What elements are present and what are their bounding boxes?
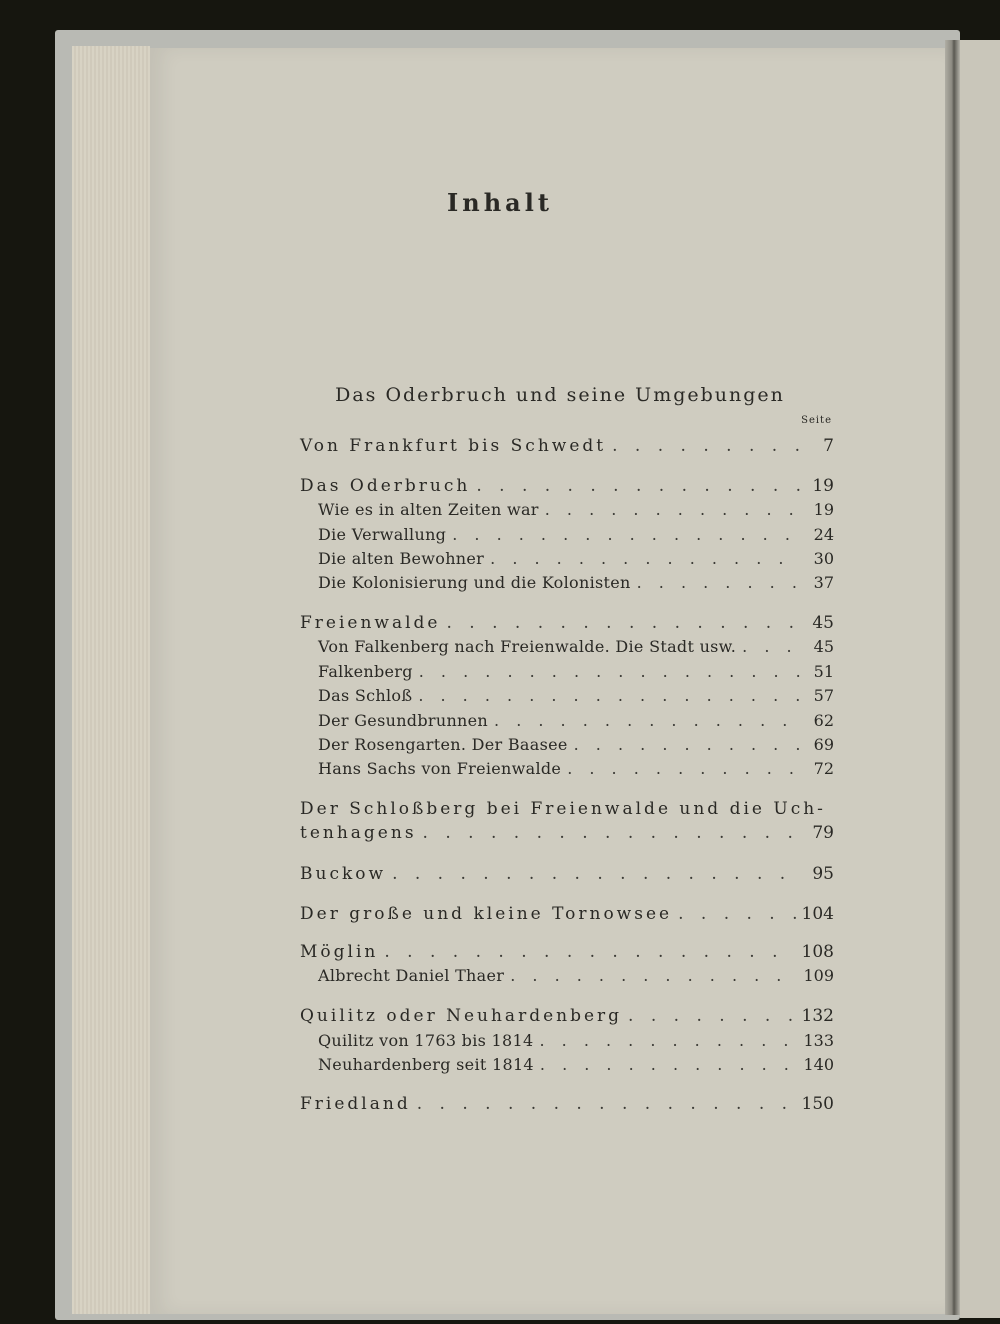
toc-entry-page: 108	[801, 942, 834, 962]
toc-entry-page: 19	[813, 500, 834, 519]
toc-entry-title: Hans Sachs von Freienwalde	[318, 759, 562, 778]
toc-entry-page: 133	[803, 1031, 834, 1050]
toc-entry	[300, 941, 834, 963]
toc-subentry	[318, 758, 834, 780]
toc-entry-page: 104	[801, 904, 834, 924]
leader-dots	[392, 863, 800, 885]
leader-dots	[418, 685, 800, 707]
toc-subentry	[318, 965, 834, 987]
section-heading: Das Oderbruch und seine Umgebungen	[335, 384, 785, 406]
toc-entry-title: Quilitz von 1763 bis 1814	[318, 1031, 534, 1050]
toc-entry-page: 45	[812, 613, 834, 633]
leader-dots	[494, 710, 800, 732]
toc-entry-title: Von Frankfurt bis Schwedt	[300, 436, 607, 456]
leader-dots	[384, 941, 795, 963]
toc-subentry	[318, 685, 834, 707]
toc-entry-title: Das Schloß	[318, 686, 413, 705]
page-column-label: Seite	[801, 415, 832, 426]
toc-entry-title: Wie es in alten Zeiten war	[318, 500, 539, 519]
toc-entry	[300, 612, 834, 634]
toc-entry-page: 24	[813, 525, 834, 544]
toc-entry-title: Der große und kleine Tornowsee	[300, 904, 673, 924]
leader-dots	[490, 548, 800, 570]
toc-entry-page: 57	[813, 686, 834, 705]
toc-entry-title: Quilitz oder Neuhardenberg	[300, 1006, 623, 1026]
toc-entry-page: 37	[813, 573, 834, 592]
toc-entry-title: Die alten Bewohner	[318, 549, 485, 568]
facing-page-edge	[960, 40, 1000, 1318]
leader-dots	[539, 1030, 797, 1052]
leader-dots	[574, 734, 800, 756]
toc-entry	[300, 903, 834, 925]
toc-entry	[300, 1005, 834, 1027]
toc-entry-title: Friedland	[300, 1094, 411, 1114]
leader-dots	[742, 636, 800, 658]
toc-entry-title: Freienwalde	[300, 613, 441, 633]
leader-dots	[447, 612, 801, 634]
page-edges	[72, 46, 150, 1314]
toc-entry-title-continued: tenhagens	[300, 823, 417, 843]
toc-entry-title: Albrecht Daniel Thaer	[318, 966, 505, 985]
toc-entry-title: Die Verwallung	[318, 525, 447, 544]
toc-subentry	[318, 1030, 834, 1052]
leader-dots	[510, 965, 797, 987]
book-gutter	[945, 40, 960, 1315]
leader-dots	[545, 499, 800, 521]
toc-entry-page: 79	[812, 823, 834, 843]
toc-subentry	[318, 524, 834, 546]
toc-entry-title: Neuhardenberg seit 1814	[318, 1055, 534, 1074]
toc-subentry	[318, 636, 834, 658]
toc-subentry	[318, 548, 834, 570]
leader-dots	[452, 524, 800, 546]
toc-entry-page: 95	[812, 864, 834, 884]
leader-dots	[637, 572, 800, 594]
leader-dots	[540, 1054, 798, 1076]
toc-entry-title: Der Gesundbrunnen	[318, 711, 489, 730]
toc-entry-page: 62	[813, 711, 834, 730]
toc-entry-page: 7	[823, 436, 834, 456]
toc-entry-page: 150	[801, 1094, 834, 1114]
toc-subentry	[318, 734, 834, 756]
leader-dots	[628, 1005, 796, 1027]
toc-entry	[300, 798, 834, 844]
toc-entry-page: 72	[813, 759, 834, 778]
leader-dots	[423, 822, 800, 844]
toc-entry	[300, 475, 834, 497]
toc-entry-title: Das Oderbruch	[300, 476, 471, 496]
toc-subentry	[318, 572, 834, 594]
toc-entry-page: 19	[812, 476, 834, 496]
toc-subentry	[318, 710, 834, 732]
leader-dots	[476, 475, 800, 497]
toc-entry-title: Buckow	[300, 864, 387, 884]
toc-entry-title: Der Schloßberg bei Freienwalde und die Uch-	[300, 799, 826, 819]
page-title: Inhalt	[447, 188, 553, 217]
leader-dots	[678, 903, 795, 925]
toc-entry	[300, 435, 834, 457]
leader-dots	[612, 435, 800, 457]
toc-entry-page: 140	[803, 1055, 834, 1074]
toc-subentry	[318, 661, 834, 683]
toc-entry-title: Der Rosengarten. Der Baasee	[318, 735, 568, 754]
toc-subentry	[318, 1054, 834, 1076]
toc-entry-title: Von Falkenberg nach Freienwalde. Die Stadt usw.	[318, 637, 737, 656]
toc-entry-page: 45	[813, 637, 834, 656]
toc-entry-page: 30	[813, 549, 834, 568]
toc-entry-title: Falkenberg	[318, 662, 413, 681]
toc-entry-page: 51	[813, 662, 834, 681]
toc-entry-title: Die Kolonisierung und die Kolonisten	[318, 573, 631, 592]
toc-entry-page: 109	[803, 966, 834, 985]
leader-dots	[419, 661, 800, 683]
toc-entry-page: 69	[813, 735, 834, 754]
toc-entry	[300, 1093, 834, 1115]
toc-entry-page: 132	[801, 1006, 834, 1026]
toc-subentry	[318, 499, 834, 521]
toc-entry	[300, 863, 834, 885]
leader-dots	[567, 758, 800, 780]
toc-entry-title: Möglin	[300, 942, 379, 962]
leader-dots	[417, 1093, 796, 1115]
